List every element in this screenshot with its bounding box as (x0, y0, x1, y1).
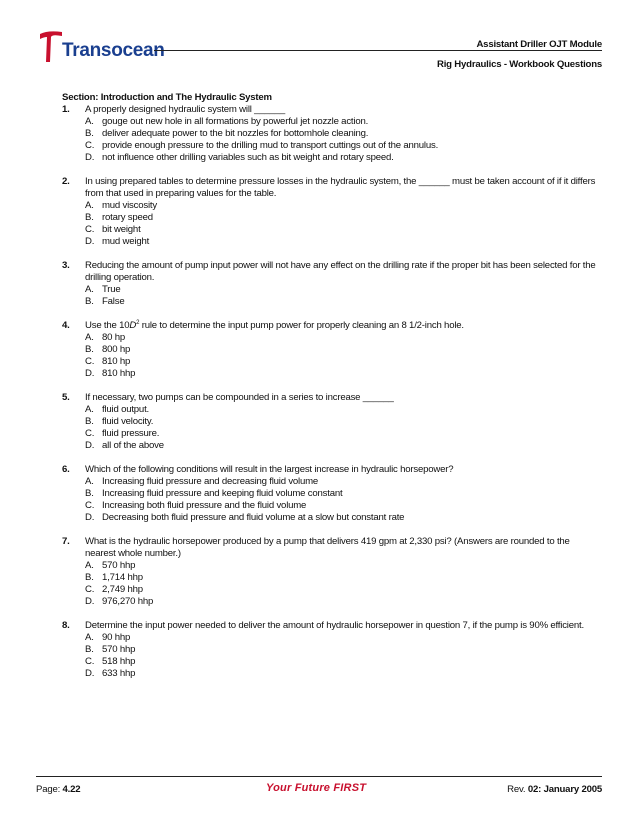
option-text: gouge out new hole in all formations by powerful jet nozzle action. (102, 116, 369, 127)
option-letter: A. (85, 116, 94, 127)
option-text: Decreasing both fluid pressure and fluid volume at a slow but constant rate (102, 512, 405, 523)
option-letter: B. (85, 644, 94, 655)
answer-option (85, 368, 602, 380)
question-text: What is the hydraulic horsepower produced by a pump that delivers 419 gpm at 2,330 psi? (Answers are rounded to the nearest whole number.) (85, 536, 570, 559)
option-text: not influence other drilling variables such as bit weight and rotary speed. (102, 152, 394, 163)
option-letter: A. (85, 200, 94, 211)
question-number: 2. (62, 176, 70, 187)
option-letter: C. (85, 140, 95, 151)
question-number: 6. (62, 464, 70, 475)
option-text: provide enough pressure to the drilling mud to transport cuttings out of the annulus. (102, 140, 439, 151)
answer-option (85, 428, 602, 440)
option-text: 633 hhp (102, 668, 136, 679)
option-text: 80 hp (102, 332, 126, 343)
option-letter: B. (85, 212, 94, 223)
answer-option (85, 488, 602, 500)
footer-rule (36, 776, 602, 777)
option-text: Increasing fluid pressure and decreasing fluid volume (102, 476, 319, 487)
rev-label: Rev. (507, 784, 528, 795)
answer-option (85, 356, 602, 368)
question-text: If necessary, two pumps can be compounded in a series to increase ______ (85, 392, 394, 403)
option-letter: A. (85, 404, 94, 415)
option-text: True (102, 284, 121, 295)
option-letter: A. (85, 560, 94, 571)
option-letter: A. (85, 332, 94, 343)
module-subtitle: Rig Hydraulics - Workbook Questions (436, 59, 602, 70)
option-letter: A. (85, 476, 94, 487)
page-number (36, 784, 80, 795)
answer-option (85, 560, 602, 572)
option-letter: B. (85, 296, 94, 307)
answer-option (85, 584, 602, 596)
answer-option (85, 140, 602, 152)
question-2 (62, 176, 602, 248)
option-letter: B. (85, 128, 94, 139)
question-text-part: Use the 10 (85, 320, 130, 331)
answer-option (85, 116, 602, 128)
question-text: Which of the following conditions will result in the largest increase in hydraulic horsepower? (85, 464, 454, 475)
answer-option (85, 572, 602, 584)
answer-option (85, 476, 602, 488)
question-text (85, 320, 602, 332)
question-text: Reducing the amount of pump input power will not have any effect on the drilling rate if the proper bit has been selected for the drilling operation. (85, 260, 596, 283)
question-7 (62, 536, 602, 608)
option-letter: D. (85, 236, 95, 247)
question-text: Determine the input power needed to deliver the amount of hydraulic horsepower in question 7, if the pump is 90% efficient. (85, 620, 584, 631)
question-number: 5. (62, 392, 70, 403)
answer-option (85, 128, 602, 140)
option-text: fluid velocity. (102, 416, 154, 427)
question-list (62, 92, 602, 680)
option-letter: D. (85, 152, 95, 163)
answer-option (85, 596, 602, 608)
question-5 (62, 392, 602, 452)
question-number: 8. (62, 620, 70, 631)
document-header (437, 36, 602, 74)
transocean-t-mark-icon (38, 28, 64, 64)
question-3 (62, 260, 602, 308)
rev-value: 02: January 2005 (527, 784, 602, 795)
question-text-variable: D (129, 320, 137, 331)
section-title: Section: Introduction and The Hydraulic System (62, 92, 272, 103)
answer-option (85, 512, 602, 524)
option-letter: D. (85, 596, 95, 607)
option-text: 570 hhp (102, 644, 136, 655)
page-value: 4.22 (62, 784, 81, 795)
answer-option (85, 344, 602, 356)
option-text: bit weight (102, 224, 141, 235)
answer-option (85, 668, 602, 680)
answer-option (85, 440, 602, 452)
option-text: 800 hp (102, 344, 131, 355)
option-letter: C. (85, 356, 95, 367)
option-text: mud weight (102, 236, 150, 247)
option-letter: C. (85, 224, 95, 235)
option-text: 810 hhp (102, 368, 136, 379)
option-text: False (102, 296, 125, 307)
option-letter: D. (85, 440, 95, 451)
option-text: Increasing fluid pressure and keeping fluid volume constant (102, 488, 343, 499)
option-letter: C. (85, 428, 95, 439)
option-text: 570 hhp (102, 560, 136, 571)
answer-option (85, 500, 602, 512)
answer-option (85, 632, 602, 644)
question-4 (62, 320, 602, 380)
option-letter: C. (85, 656, 95, 667)
option-text: deliver adequate power to the bit nozzles for bottomhole cleaning. (102, 128, 369, 139)
answer-option (85, 236, 602, 248)
option-letter: C. (85, 500, 95, 511)
option-text: 810 hp (102, 356, 131, 367)
question-number: 4. (62, 320, 70, 331)
question-text: In using prepared tables to determine pressure losses in the hydraulic system, the ______ must be taken account of if it differs from that used in preparing values for the table. (85, 176, 596, 199)
option-letter: B. (85, 572, 94, 583)
option-text: 2,749 hhp (102, 584, 143, 595)
answer-option (85, 404, 602, 416)
questions-container (62, 104, 602, 680)
answer-option (85, 200, 602, 212)
question-text: A properly designed hydraulic system will ______ (85, 104, 285, 115)
option-text: Increasing both fluid pressure and the fluid volume (102, 500, 307, 511)
option-letter: C. (85, 584, 95, 595)
answer-option (85, 332, 602, 344)
question-number: 7. (62, 536, 70, 547)
option-text: fluid output. (102, 404, 150, 415)
option-letter: D. (85, 512, 95, 523)
answer-option (85, 644, 602, 656)
question-text-part: rule to determine the input pump power for properly cleaning an 8 1/2-inch hole. (139, 320, 464, 331)
option-letter: D. (85, 668, 95, 679)
transocean-logo (38, 28, 165, 68)
answer-option (85, 656, 602, 668)
answer-option (85, 224, 602, 236)
option-text: 976,270 hhp (102, 596, 154, 607)
option-text: 90 hhp (102, 632, 131, 643)
question-text-exponent: 2 (136, 320, 140, 326)
option-text: all of the above (102, 440, 164, 451)
revision (507, 784, 602, 795)
answer-option (85, 416, 602, 428)
answer-option (85, 284, 602, 296)
option-letter: B. (85, 416, 94, 427)
slogan: Your Future FIRST (266, 782, 367, 794)
option-letter: B. (85, 488, 94, 499)
option-text: mud viscosity (102, 200, 157, 211)
page-label: Page: (36, 784, 63, 795)
option-text: 518 hhp (102, 656, 136, 667)
option-letter: D. (85, 368, 95, 379)
brand-name: Transocean (62, 40, 165, 61)
question-8 (62, 620, 602, 680)
option-letter: B. (85, 344, 94, 355)
answer-option (85, 152, 602, 164)
question-1 (62, 104, 602, 164)
question-number: 3. (62, 260, 70, 271)
module-title: Assistant Driller OJT Module (476, 39, 602, 50)
option-letter: A. (85, 284, 94, 295)
option-text: rotary speed (102, 212, 153, 223)
option-text: 1,714 hhp (102, 572, 143, 583)
answer-option (85, 212, 602, 224)
answer-option (85, 296, 602, 308)
question-number: 1. (62, 104, 70, 115)
option-letter: A. (85, 632, 94, 643)
question-6 (62, 464, 602, 524)
option-text: fluid pressure. (102, 428, 160, 439)
